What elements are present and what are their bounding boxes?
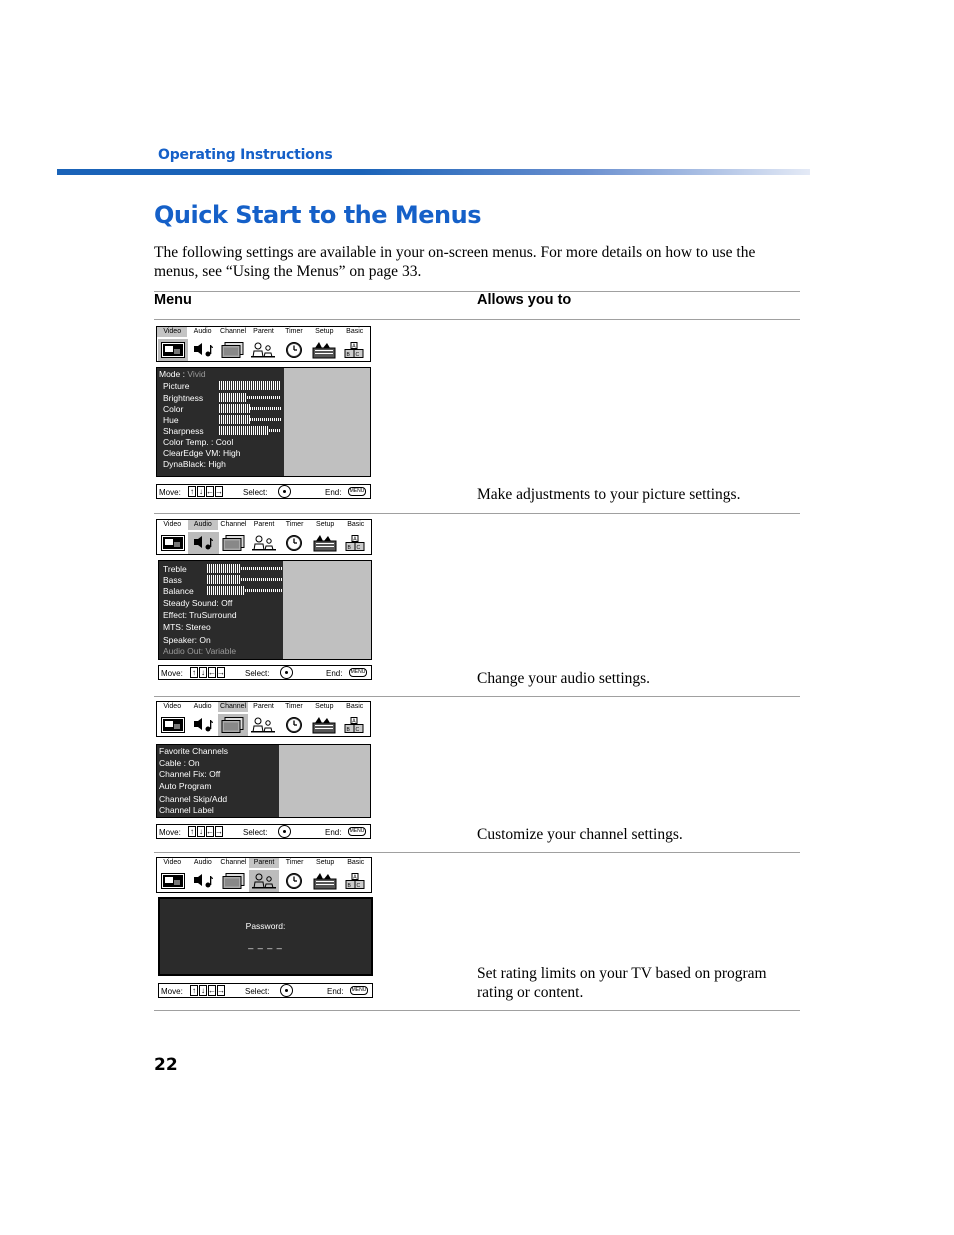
- tab-setup[interactable]: Setup: [315, 703, 334, 710]
- row-description: Set rating limits on your TV based on program rating or content.: [477, 965, 767, 1001]
- tab-parent[interactable]: Parent: [253, 328, 274, 335]
- move-arrows-icon: ↑ ↓ ← →: [190, 826, 223, 836]
- svg-text:A: A: [352, 718, 356, 725]
- svg-text:B: B: [347, 545, 351, 551]
- level-bar: [219, 381, 281, 390]
- menu-button-icon: MENU: [351, 987, 367, 993]
- tab-channel[interactable]: Channel: [220, 521, 247, 528]
- parent-icon[interactable]: [249, 870, 279, 892]
- setup-icon[interactable]: [309, 714, 339, 736]
- tab-timer[interactable]: Timer: [285, 703, 303, 710]
- row-rule: [154, 513, 800, 514]
- basic-icon[interactable]: [340, 532, 370, 554]
- tab-basic[interactable]: Basic: [346, 328, 364, 335]
- channel-icon[interactable]: [219, 532, 249, 554]
- joystick-icon: [278, 825, 291, 838]
- audio-icon[interactable]: [188, 714, 218, 736]
- menu-item-audio-out: Audio Out: Variable: [163, 646, 237, 656]
- page-title: Quick Start to the Menus: [154, 201, 481, 229]
- tab-audio[interactable]: Audio: [193, 703, 212, 710]
- tab-video[interactable]: Video: [163, 521, 182, 528]
- menu-button-icon: MENU: [350, 669, 366, 675]
- footer-move-label: Move:: [159, 828, 181, 837]
- menu-button-icon: MENU: [349, 488, 365, 494]
- parent-icon[interactable]: [249, 532, 279, 554]
- menu-item-clearedge: ClearEdge VM: High: [163, 448, 241, 458]
- tab-audio[interactable]: Audio: [193, 328, 212, 335]
- section-label: Operating Instructions: [158, 147, 333, 163]
- tab-labels: [157, 858, 371, 868]
- menu-footer: [156, 824, 371, 839]
- svg-text:B: B: [346, 727, 350, 733]
- basic-icon[interactable]: [339, 339, 369, 361]
- menu-item-color: Color: [163, 404, 184, 414]
- tab-basic[interactable]: Basic: [347, 859, 365, 866]
- tab-setup[interactable]: Setup: [316, 521, 335, 528]
- footer-select-label: Select:: [243, 488, 268, 497]
- menu-item-auto-program: Auto Program: [159, 781, 212, 791]
- tab-icons: [158, 532, 370, 554]
- tab-parent[interactable]: Parent: [253, 703, 274, 710]
- tab-icons: [158, 870, 370, 892]
- row-rule: [154, 852, 800, 853]
- menu-item-color-temp: Color Temp. : Cool: [163, 437, 234, 447]
- menu-button-icon: MENU: [349, 828, 365, 834]
- setup-icon[interactable]: [309, 339, 339, 361]
- svg-text:A: A: [353, 874, 357, 881]
- footer-select-label: Select:: [245, 987, 270, 996]
- level-bar: [219, 404, 281, 413]
- row-rule: [154, 1010, 800, 1011]
- menu-item-speaker: Speaker: On: [163, 635, 211, 645]
- menu-item-mts: MTS: Stereo: [163, 622, 211, 632]
- tab-parent[interactable]: Parent: [249, 858, 280, 868]
- password-label: Password:: [245, 921, 286, 931]
- channel-icon[interactable]: [219, 870, 249, 892]
- menu-item-favorite-channels: Favorite Channels: [159, 746, 228, 756]
- level-bar: [219, 426, 281, 435]
- mode-value: Vivid: [187, 369, 206, 379]
- audio-icon[interactable]: [188, 339, 218, 361]
- footer-select-label: Select:: [245, 669, 270, 678]
- svg-text:A: A: [353, 536, 357, 543]
- footer-end-label: End:: [325, 828, 342, 837]
- menu-tabbar: [156, 857, 372, 893]
- menu-footer: [158, 665, 372, 680]
- audio-menu-screen: [158, 560, 372, 660]
- tab-video[interactable]: Video: [157, 327, 187, 337]
- level-bar: [219, 415, 281, 424]
- menu-tabbar: [156, 326, 371, 362]
- menu-footer: [156, 484, 371, 499]
- row-description: Customize your channel settings.: [477, 826, 683, 843]
- svg-text:B: B: [346, 352, 350, 358]
- menu-item-hue: Hue: [163, 415, 179, 425]
- column-header-menu: Menu: [154, 292, 192, 308]
- menu-item-channel-skip: Channel Skip/Add: [159, 794, 228, 804]
- level-bar: [207, 575, 282, 584]
- column-header-allows: Allows you to: [477, 292, 572, 308]
- preview-panel: [279, 745, 370, 817]
- menu-item-bass: Bass: [163, 575, 182, 585]
- level-bar: [207, 564, 282, 573]
- parent-password-screen: [158, 897, 373, 976]
- channel-icon[interactable]: [218, 339, 248, 361]
- preview-panel: [283, 561, 371, 659]
- video-menu-screen: [156, 367, 371, 477]
- parent-icon[interactable]: [248, 714, 278, 736]
- menu-item-channel-label: Channel Label: [159, 805, 214, 815]
- footer-move-label: Move:: [161, 987, 183, 996]
- tab-labels: [157, 702, 370, 712]
- audio-icon[interactable]: [188, 532, 218, 554]
- tab-timer[interactable]: Timer: [285, 521, 304, 528]
- audio-icon[interactable]: [188, 870, 218, 892]
- menu-footer: [158, 983, 373, 998]
- tab-timer[interactable]: Timer: [285, 859, 304, 866]
- menu-item-brightness: Brightness: [163, 393, 204, 403]
- tab-timer[interactable]: Timer: [285, 328, 303, 335]
- password-placeholder: _ _ _ _: [248, 939, 283, 949]
- tab-basic[interactable]: Basic: [346, 703, 364, 710]
- tab-icons: [158, 339, 369, 361]
- setup-icon[interactable]: [309, 870, 339, 892]
- menu-item-effect: Effect: TruSurround: [163, 610, 237, 620]
- timer-icon[interactable]: [279, 870, 309, 892]
- setup-icon[interactable]: [309, 532, 339, 554]
- menu-item-picture: Picture: [163, 381, 190, 391]
- channel-menu-screen: [156, 744, 371, 818]
- video-icon[interactable]: [158, 714, 188, 736]
- svg-text:C: C: [355, 727, 360, 733]
- svg-text:C: C: [355, 352, 360, 358]
- move-arrows-icon: ↑ ↓ ← →: [192, 985, 225, 995]
- menu-tabbar: [156, 519, 372, 555]
- parent-icon[interactable]: [248, 339, 278, 361]
- basic-icon[interactable]: [339, 714, 369, 736]
- menu-item-dynablack: DynaBlack: High: [163, 459, 226, 469]
- joystick-icon: [278, 485, 291, 498]
- mode-line: [159, 369, 206, 379]
- tab-channel[interactable]: Channel: [218, 702, 248, 712]
- video-icon[interactable]: [158, 532, 188, 554]
- timer-icon[interactable]: [279, 339, 309, 361]
- header-rule: [57, 169, 810, 175]
- footer-end-label: End:: [325, 488, 342, 497]
- basic-icon[interactable]: [340, 870, 370, 892]
- menu-item-steady-sound: Steady Sound: Off: [163, 598, 233, 608]
- tab-audio[interactable]: Audio: [193, 859, 212, 866]
- tab-parent[interactable]: Parent: [253, 521, 275, 528]
- tab-basic[interactable]: Basic: [347, 521, 365, 528]
- channel-icon[interactable]: [218, 714, 248, 736]
- timer-icon[interactable]: [279, 532, 309, 554]
- row-rule: [154, 696, 800, 697]
- timer-icon[interactable]: [279, 714, 309, 736]
- tab-labels: [157, 520, 371, 530]
- menu-item-cable: Cable : On: [159, 758, 200, 768]
- mode-label: Mode :: [159, 369, 185, 379]
- video-icon[interactable]: [158, 870, 188, 892]
- row-description: Change your audio settings.: [477, 670, 651, 687]
- menu-item-treble: Treble: [163, 564, 187, 574]
- menu-tabbar: [156, 701, 371, 737]
- footer-move-label: Move:: [161, 669, 183, 678]
- move-arrows-icon: ↑ ↓ ← →: [192, 667, 225, 677]
- level-bar: [219, 393, 281, 402]
- move-arrows-icon: ↑ ↓ ← →: [190, 486, 223, 496]
- svg-text:A: A: [352, 343, 356, 350]
- svg-text:B: B: [347, 883, 351, 889]
- table-header-rule: [154, 319, 800, 320]
- tab-audio[interactable]: Audio: [188, 520, 219, 530]
- footer-move-label: Move:: [159, 488, 181, 497]
- intro-paragraph: The following settings are available in your on-screen menus. For more details on how to use the menus, see “Using the Menus” on page 33.: [154, 244, 756, 280]
- footer-end-label: End:: [327, 987, 344, 996]
- menu-item-channel-fix: Channel Fix: Off: [159, 769, 221, 779]
- tab-video[interactable]: Video: [163, 859, 182, 866]
- svg-text:C: C: [356, 545, 360, 551]
- joystick-icon: [280, 666, 293, 679]
- tab-setup[interactable]: Setup: [315, 328, 334, 335]
- svg-text:C: C: [356, 883, 360, 889]
- tab-icons: [158, 714, 369, 736]
- tab-channel[interactable]: Channel: [220, 859, 247, 866]
- menu-item-balance: Balance: [163, 586, 194, 596]
- footer-end-label: End:: [326, 669, 343, 678]
- footer-select-label: Select:: [243, 828, 268, 837]
- tab-video[interactable]: Video: [163, 703, 182, 710]
- joystick-icon: [280, 984, 293, 997]
- tab-labels: [157, 327, 370, 337]
- tab-setup[interactable]: Setup: [316, 859, 335, 866]
- row-description: Make adjustments to your picture settings.: [477, 486, 741, 503]
- tab-channel[interactable]: Channel: [220, 328, 247, 335]
- preview-panel: [284, 368, 370, 476]
- page-number: 22: [154, 1055, 178, 1075]
- level-bar: [207, 586, 282, 595]
- menu-item-sharpness: Sharpness: [163, 426, 204, 436]
- video-icon[interactable]: [158, 339, 188, 361]
